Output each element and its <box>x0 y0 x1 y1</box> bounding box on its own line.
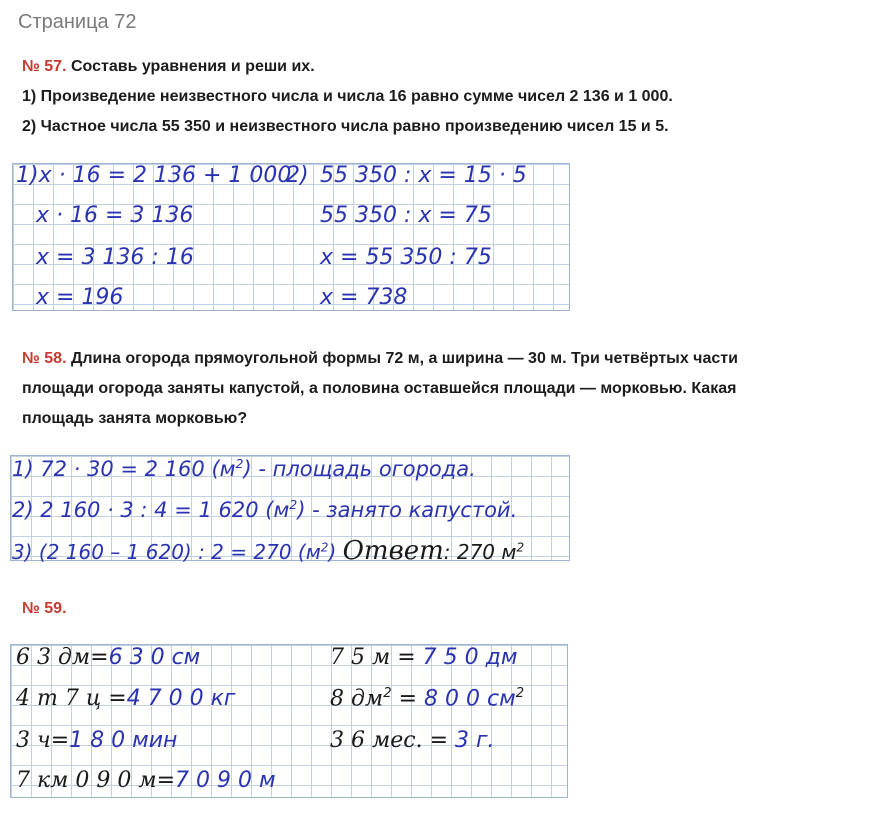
task-58-step-3: 3) (2 160 – 1 620) : 2 = 270 $(м^2)$ Ответ: 270 $м^2$ <box>12 536 525 566</box>
task-58-step-1: 1) 72 · 30 = 2 160 $(м^2)$ - площадь огорода. <box>12 456 476 481</box>
task-57-item-2: 2) Частное числа 55 350 и неизвестного числа равно произведению чисел 15 и 5. <box>22 118 669 135</box>
task-59-row-2-left: 4 т 7 ц =4 7 0 0 кг <box>16 686 236 711</box>
task-58-step-2: 2) 2 160 · 3 : 4 = 1 620 $(м^2)$ - занято капустой. <box>12 497 518 522</box>
task-58-line-1: Длина огорода прямоугольной формы 72 м, а ширина — 30 м. Три четвёртых части <box>70 350 738 367</box>
task-58-number: № 58. <box>22 350 67 367</box>
task-57-eq-8: x = 738 <box>320 285 408 310</box>
task-57-eq-1: 1)x · 16 = 2 136 + 1 000 <box>16 163 292 188</box>
task-57-item-1: 1) Произведение неизвестного числа и числа 16 равно сумме чисел 2 136 и 1 000. <box>22 88 673 105</box>
task-59-row-1-right: 7 5 м = 7 5 0 дм <box>330 645 518 670</box>
task-57-eq-7: x = 55 350 : 75 <box>320 245 492 270</box>
task-58-line-2: площади огорода заняты капустой, а половина оставшейся площади — морковью. Какая <box>22 380 737 397</box>
task-58 <box>22 344 738 434</box>
task-58-line-3: площадь занята морковью? <box>22 410 248 427</box>
task-59-number: № 59. <box>22 600 67 617</box>
task-59-row-2-right: 8 $дм^2 = 8$ 0 0 $см^2$ <box>330 686 525 712</box>
task-57-eq-3: x = 3 136 : 16 <box>36 245 194 270</box>
task-59-row-3-right: 3 6 мес. = 3 г. <box>330 728 495 753</box>
task-58-answer-label: Ответ <box>342 536 444 566</box>
task-57-number: № 57. <box>22 58 67 75</box>
task-59-row-4-left: 7 км 0 9 0 м=7 0 9 0 м <box>16 768 276 793</box>
task-59-row-3-left: 3 ч=1 8 0 мин <box>16 728 178 753</box>
page-title: Страница 72 <box>18 11 137 33</box>
task-57 <box>22 52 673 142</box>
task-59 <box>22 594 67 624</box>
task-57-eq-6: 55 350 : x = 75 <box>320 203 492 228</box>
task-57-title: Составь уравнения и реши их. <box>70 58 315 75</box>
task-57-eq-2: x · 16 = 3 136 <box>36 203 194 228</box>
task-57-eq-5: 55 350 : x = 15 · 5 <box>320 163 527 188</box>
task-58-answer-value: : 270 м <box>443 540 517 564</box>
task-57-eq-4: x = 196 <box>36 285 124 310</box>
task-57-part-2-label: 2) <box>286 163 309 188</box>
task-59-row-1-left: 6 3 дм=6 3 0 см <box>16 645 201 670</box>
